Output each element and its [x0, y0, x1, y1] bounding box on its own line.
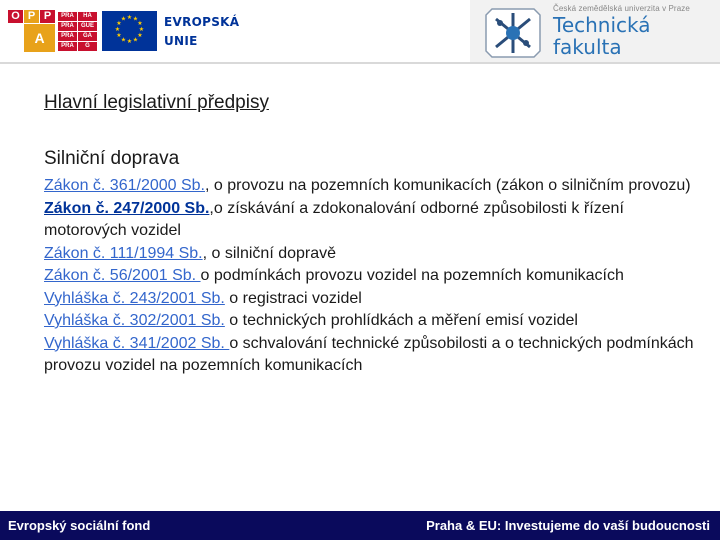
svg-text:★: ★	[116, 20, 122, 27]
prague-cell: PRA	[58, 12, 77, 21]
svg-text:★: ★	[120, 36, 127, 44]
header-divider	[0, 62, 720, 64]
eu-stars-icon	[102, 11, 157, 51]
law-description: o schvalování technické způsobilosti a o technických podmínkách provozu vozidel na pozemních komunikacích	[44, 334, 694, 374]
eu-label-line2: UNIE	[164, 34, 198, 48]
legislation-list	[44, 175, 704, 378]
eu-label	[164, 13, 239, 51]
list-item	[44, 288, 704, 311]
law-description: , o silniční dopravě	[202, 244, 337, 262]
footer-slogan: Praha & EU: Investujeme do vaší budoucnosti	[426, 518, 710, 533]
prague-wordmark	[58, 12, 98, 52]
faculty-name-line2: fakulta	[553, 35, 622, 59]
law-link-341-2002[interactable]: Vyhláška č. 341/2002 Sb.	[44, 334, 230, 352]
svg-text:★: ★	[120, 15, 127, 23]
list-item	[44, 243, 704, 266]
prague-row	[58, 32, 98, 42]
eu-label-line1: EVROPSKÁ	[164, 15, 240, 29]
list-item	[44, 310, 704, 333]
prague-cell: GA	[78, 32, 97, 41]
slide-footer	[0, 503, 720, 540]
law-link-111-1994[interactable]: Zákon č. 111/1994 Sb.	[44, 244, 203, 262]
law-description: ,o získávání a zdokonalování odborné způsobilosti k řízení motorových vozidel	[44, 199, 624, 239]
opp-logo	[8, 10, 56, 52]
faculty-emblem-icon	[482, 5, 544, 61]
law-description: o technických prohlídkách a měření emisí vozidel	[224, 312, 578, 329]
svg-text:★: ★	[137, 20, 143, 27]
opp-letter-p2: P	[40, 10, 55, 23]
prague-cell: GUE	[78, 22, 97, 31]
prague-row	[58, 12, 98, 22]
svg-text:★: ★	[116, 32, 122, 39]
svg-text:★: ★	[137, 32, 143, 39]
prague-cell: G	[78, 42, 97, 51]
section-title: Silniční doprava	[44, 148, 180, 169]
svg-text:★: ★	[114, 26, 121, 33]
svg-text:★: ★	[126, 38, 133, 45]
list-item	[44, 198, 704, 243]
prague-row	[58, 22, 98, 32]
faculty-name	[553, 14, 651, 58]
list-item	[44, 175, 704, 198]
law-link-56-2001[interactable]: Zákon č. 56/2001 Sb.	[44, 267, 201, 284]
prague-cell: PRA	[58, 32, 77, 41]
svg-text:★: ★	[132, 15, 139, 23]
prague-cell: PRA	[58, 42, 77, 51]
law-description: , o provozu na pozemních komunikacích (zákon o silničním provozu)	[205, 177, 691, 194]
law-description: o podmínkách provozu vozidel na pozemních komunikacích	[200, 267, 624, 284]
footer-fund-label: Evropský sociální fond	[8, 518, 151, 533]
law-link-361-2000[interactable]: Zákon č. 361/2000 Sb.	[44, 177, 205, 194]
prague-cell: PRA	[58, 22, 77, 31]
eu-flag-icon	[102, 11, 157, 51]
opp-letter-o: O	[8, 10, 23, 23]
page-title: Hlavní legislativní předpisy	[44, 92, 269, 113]
slide-header	[0, 0, 720, 64]
list-item	[44, 333, 704, 378]
law-link-302-2001[interactable]: Vyhláška č. 302/2001 Sb.	[44, 312, 225, 329]
law-link-243-2001[interactable]: Vyhláška č. 243/2001 Sb.	[44, 289, 225, 307]
list-item	[44, 265, 704, 288]
opp-logo-gap	[8, 24, 23, 52]
prague-row	[58, 42, 98, 52]
law-description: o registraci vozidel	[224, 289, 362, 307]
opp-letter-p1: P	[24, 10, 39, 23]
svg-text:★: ★	[126, 14, 133, 21]
faculty-university-name: Česká zemědělská univerzita v Praze	[553, 4, 690, 13]
svg-text:★: ★	[132, 36, 139, 44]
faculty-name-line1: Technická	[553, 13, 651, 37]
law-link-247-2000[interactable]: Zákon č. 247/2000 Sb.	[44, 199, 210, 217]
opp-letter-a: A	[24, 24, 55, 52]
svg-text:★: ★	[138, 26, 145, 33]
prague-cell: HA	[78, 12, 97, 21]
